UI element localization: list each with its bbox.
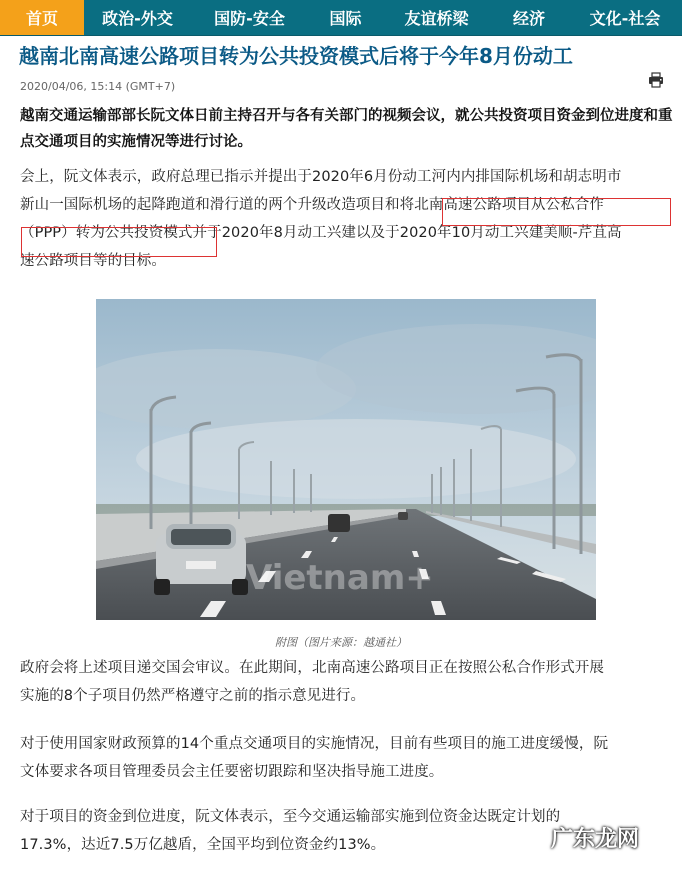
nav-item-defense-security[interactable]: 国防-安全	[214, 9, 285, 28]
nav-item-friendship-bridge[interactable]: 友谊桥梁	[404, 9, 469, 28]
top-nav	[0, 0, 682, 36]
photo-watermark: Vietnam+	[246, 558, 434, 598]
nav-item-politics-diplomacy[interactable]: 政治-外交	[102, 9, 173, 28]
text-line: 速公路项目等的目标。	[20, 253, 166, 269]
text-line: （PPP）转为公共投资模式并于2020年8月动工兴建以及于2020年10月动工兴建美顺-芹苴高	[20, 225, 622, 241]
site-watermark: 广东龙网	[551, 826, 640, 852]
text-line: 政府会将上述项目递交国会审议。在此期间，北南高速公路项目正在按照公私合作形式开展	[20, 660, 604, 676]
print-icon[interactable]	[648, 72, 664, 88]
nav-item-international[interactable]: 国际	[329, 9, 362, 28]
text-line: 17.3%，达近7.5万亿越盾，全国平均到位资金约13%。	[20, 837, 386, 853]
article-lead: 越南交通运输部部长阮文体日前主持召开与各有关部门的视频会议，就公共投资项目资金到位进度和重点交通项目的实施情况等进行讨论。	[20, 108, 673, 150]
nav-item-home[interactable]: 首页	[0, 0, 84, 35]
text-line: 会上，阮文体表示，政府总理已指示并提出于2020年6月份动工河内内排国际机场和胡志明市	[20, 169, 622, 185]
nav-item-economy[interactable]: 经济	[512, 9, 545, 28]
nav-item-culture-society[interactable]: 文化-社会	[589, 9, 661, 28]
text-line: 新山一国际机场的起降跑道和滑行道的两个升级改造项目和将北南高速公路项目从公私合作	[20, 197, 604, 213]
article-date: 2020/04/06, 15:14 (GMT+7)	[20, 80, 176, 93]
article-paragraph-1	[20, 163, 680, 275]
text-line: 对于项目的资金到位进度，阮文体表示，至今交通运输部实施到位资金达既定计划的	[20, 809, 561, 825]
article-paragraph-2	[20, 654, 680, 710]
article-title: 越南北南高速公路项目转为公共投资模式后将于今年8月份动工	[19, 44, 573, 68]
text-line: 文体要求各项目管理委员会主任要密切跟踪和坚决指导施工进度。	[20, 764, 444, 780]
article-photo	[96, 299, 596, 620]
article-paragraph-3	[20, 730, 680, 786]
photo-caption: 附图（图片来源：越通社）	[275, 636, 407, 649]
text-line: 实施的8个子项目仍然严格遵守之前的指示意见进行。	[20, 688, 366, 704]
text-line: 对于使用国家财政预算的14个重点交通项目的实施情况，目前有些项目的施工进度缓慢，阮	[20, 736, 609, 752]
